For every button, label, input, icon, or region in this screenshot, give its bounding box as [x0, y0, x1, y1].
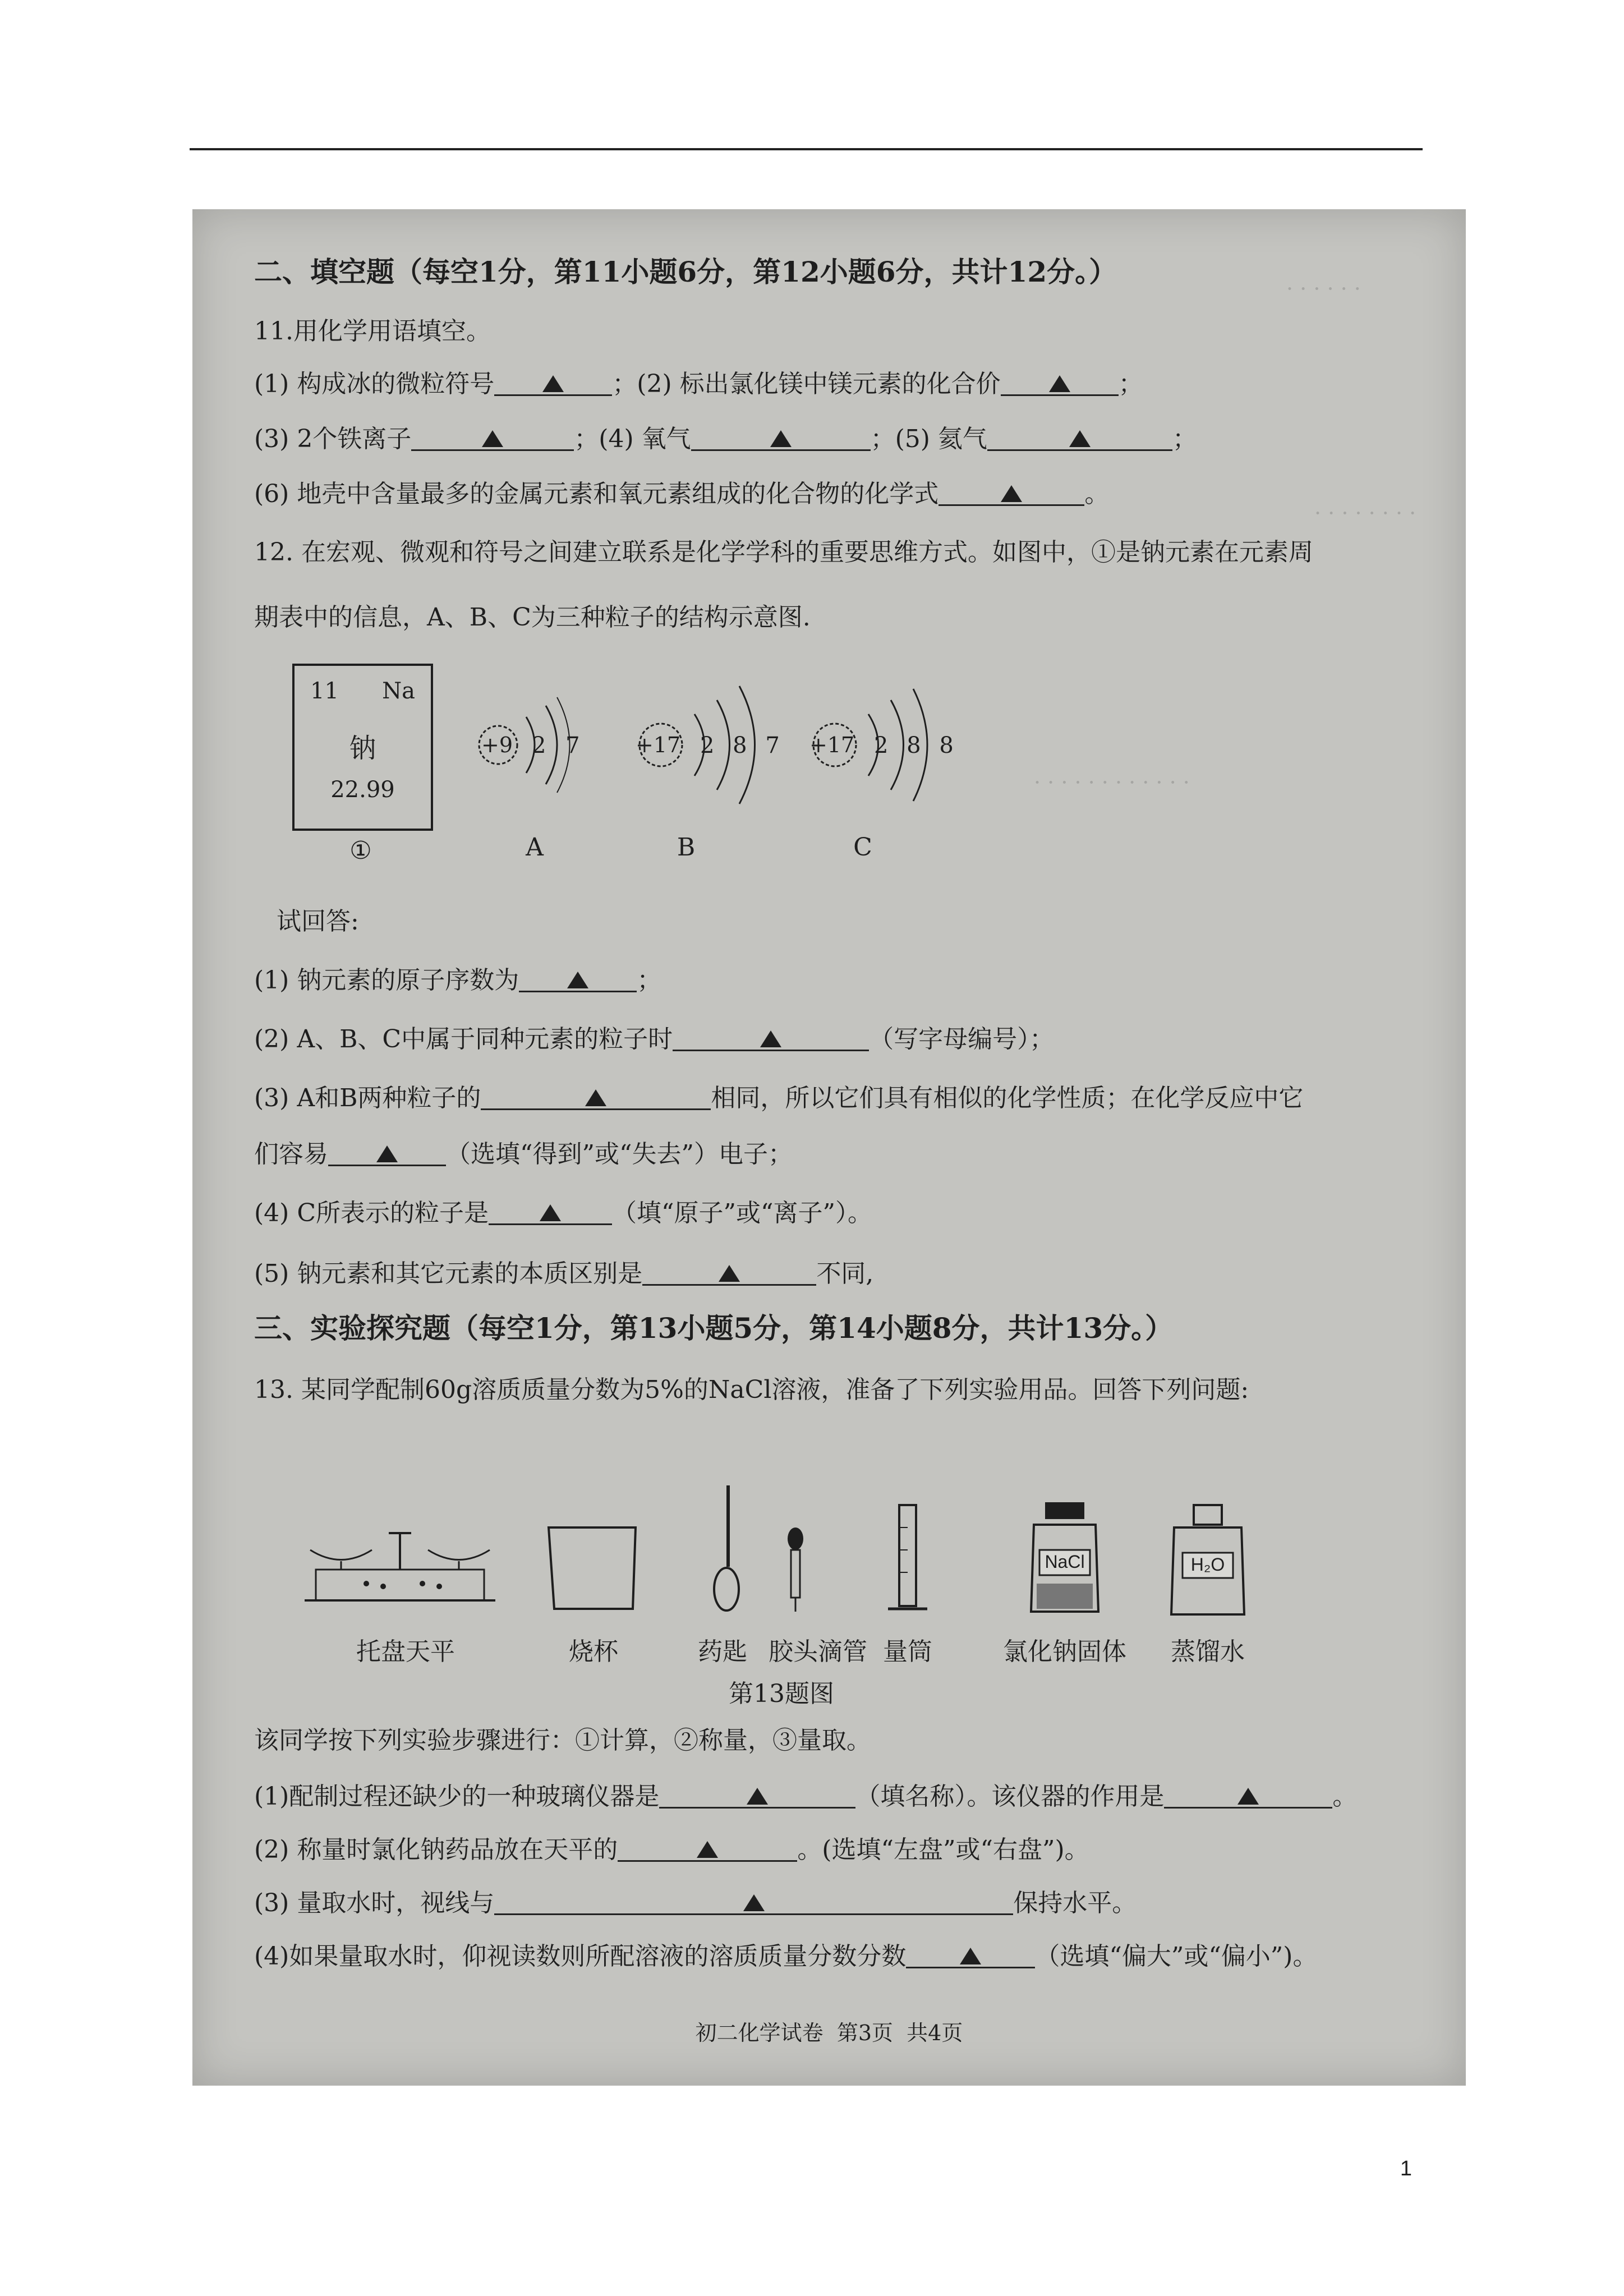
- answer-blank[interactable]: [618, 1833, 797, 1862]
- answer-marker-icon: [1001, 485, 1022, 502]
- atomic-mass: 22.99: [330, 777, 395, 803]
- answer-blank[interactable]: [1001, 367, 1119, 396]
- q13-sub-4: (4)如果量取水时，仰视读数则所配溶液的溶质质量分数分数 （选填“偏大”或“偏小”)。: [254, 1940, 1317, 1973]
- answer-blank[interactable]: [411, 422, 574, 451]
- answer-blank[interactable]: [642, 1257, 816, 1286]
- bleed-through-text: · · · · · ·: [1286, 277, 1361, 301]
- q12-sub-4: (4) C所表示的粒子是 （填“原子”或“离子”）。: [254, 1197, 872, 1230]
- answer-blank[interactable]: [494, 367, 612, 396]
- q11-line-2: (3) 2个铁离子 ；(4) 氧气 ；(5) 氦气 ；: [254, 422, 1197, 456]
- atomic-number: 11: [310, 678, 339, 704]
- section-2-heading: 二、填空题（每空1分，第11小题6分，第12小题6分，共计12分。）: [254, 255, 1117, 288]
- q12-sub-3-cont: 们容易 （选填“得到”或“失去”）电子；: [254, 1138, 793, 1171]
- answer-blank[interactable]: [1164, 1780, 1332, 1809]
- answer-blank[interactable]: [481, 1082, 711, 1110]
- figure-label-a: A: [526, 833, 544, 862]
- apparatus-label-nacl: 氯化钠固体: [1003, 1637, 1126, 1666]
- answer-marker-icon: [1049, 375, 1070, 392]
- page-number: 1: [1400, 2157, 1412, 2180]
- nucleus-charge-a: +9: [481, 733, 513, 757]
- answer-blank[interactable]: [328, 1138, 446, 1166]
- q13-sub-2: (2) 称量时氯化钠药品放在天平的 。(选填“左盘”或“右盘”)。: [254, 1833, 1089, 1867]
- exam-photo: [192, 209, 1466, 2086]
- q12-text-2: 期表中的信息，A、B、C为三种粒子的结构示意图.: [254, 603, 811, 632]
- figure-caption: 第13题图: [729, 1680, 834, 1708]
- answer-blank[interactable]: [659, 1780, 855, 1809]
- q11-title: 11.用化学用语填空。: [254, 317, 491, 346]
- q11-line-1: (1) 构成冰的微粒符号 ；(2) 标出氯化镁中镁元素的化合价 ；: [254, 367, 1143, 401]
- q12-sub-3: (3) A和B两种粒子的 相同，所以它们具有相似的化学性质；在化学反应中它: [254, 1082, 1303, 1115]
- answer-marker-icon: [760, 1030, 781, 1047]
- element-name: 钠: [349, 733, 376, 764]
- answer-blank[interactable]: [489, 1197, 612, 1225]
- q13-intro: 13. 某同学配制60g溶质质量分数为5%的NaCl溶液，准备了下列实验用品。回答下列问题:: [254, 1375, 1249, 1404]
- answer-blank[interactable]: [673, 1023, 869, 1051]
- q12-sub-2: (2) A、B、C中属于同种元素的粒子时 （写字母编号）；: [254, 1023, 1054, 1056]
- apparatus-label-dropper: 胶头滴管: [769, 1637, 867, 1666]
- balance-illustration: [299, 1516, 501, 1617]
- nucleus-charge-b: +17: [636, 733, 681, 757]
- spoon-illustration: [703, 1483, 748, 1617]
- apparatus-label-beaker: 烧杯: [569, 1637, 618, 1666]
- apparatus-label-water: 蒸馏水: [1171, 1637, 1245, 1666]
- answer-marker-icon: [770, 430, 792, 447]
- dropper-illustration: [779, 1525, 812, 1614]
- answer-blank[interactable]: [938, 477, 1084, 506]
- answer-blank[interactable]: [519, 964, 637, 992]
- answer-marker-icon: [482, 430, 503, 447]
- answer-blank[interactable]: [987, 422, 1172, 451]
- q12-sub-1: (1) 钠元素的原子序数为 ；: [254, 964, 661, 997]
- header-rule: [190, 148, 1423, 150]
- element-symbol: Na: [382, 678, 415, 704]
- q13-sub-3: (3) 量取水时，视线与 保持水平。: [254, 1887, 1137, 1920]
- electron-shells-c: 2 8 8: [874, 733, 954, 758]
- periodic-table-cell: [292, 664, 433, 831]
- figure-label-b: B: [677, 833, 696, 862]
- answer-marker-icon: [743, 1894, 765, 1911]
- beaker-illustration: [543, 1519, 644, 1614]
- answer-marker-icon: [585, 1089, 606, 1106]
- q13-steps: 该同学按下列实验步骤进行：①计算，②称量，③量取。: [254, 1726, 871, 1755]
- answer-marker-icon: [540, 1204, 561, 1221]
- answer-marker-icon: [542, 375, 564, 392]
- electron-shells-a: 2 7: [532, 733, 580, 758]
- q12-text-1: 12. 在宏观、微观和符号之间建立联系是化学学科的重要思维方式。如图中，①是钠元素在元素周: [254, 538, 1313, 567]
- bleed-through-text: · · · · · · · · · · · ·: [1034, 770, 1190, 795]
- answer-marker-icon: [1069, 430, 1091, 447]
- answer-marker-icon: [697, 1841, 718, 1858]
- apparatus-label-spoon: 药匙: [698, 1637, 747, 1666]
- apparatus-label-cylinder: 量筒: [883, 1637, 932, 1666]
- apparatus-label-balance: 托盘天平: [356, 1637, 455, 1666]
- section-3-heading: 三、实验探究题（每空1分，第13小题5分，第14小题8分，共计13分。）: [254, 1312, 1174, 1345]
- answer-marker-icon: [719, 1265, 740, 1282]
- q12-sub-5: (5) 钠元素和其它元素的本质区别是 不同,: [254, 1257, 873, 1291]
- try-answer: 试回答:: [277, 907, 359, 936]
- answer-marker-icon: [747, 1788, 768, 1805]
- figure-label-1: ①: [349, 836, 372, 865]
- q13-sub-1: (1)配制过程还缺少的一种玻璃仪器是 （填名称）。该仪器的作用是 。: [254, 1780, 1357, 1814]
- nucleus-charge-c: +17: [809, 733, 855, 757]
- answer-marker-icon: [1237, 1788, 1259, 1805]
- q11-line-3: (6) 地壳中含量最多的金属元素和氧元素组成的化合物的化学式 。: [254, 477, 1109, 511]
- answer-blank[interactable]: [691, 422, 871, 451]
- figure-label-c: C: [853, 833, 872, 862]
- answer-blank[interactable]: [494, 1887, 1013, 1915]
- exam-footer: 初二化学试卷 第3页 共4页: [695, 2021, 963, 2045]
- bleed-through-text: · · · · · · · ·: [1314, 501, 1416, 526]
- water-bottle-label: H₂O: [1190, 1554, 1225, 1575]
- answer-marker-icon: [376, 1145, 398, 1162]
- answer-marker-icon: [960, 1948, 981, 1964]
- nacl-bottle-label: NaCl: [1045, 1552, 1085, 1572]
- answer-marker-icon: [567, 972, 588, 988]
- graduated-cylinder-illustration: [885, 1499, 930, 1617]
- electron-shells-b: 2 8 7: [700, 733, 780, 758]
- answer-blank[interactable]: [906, 1940, 1035, 1968]
